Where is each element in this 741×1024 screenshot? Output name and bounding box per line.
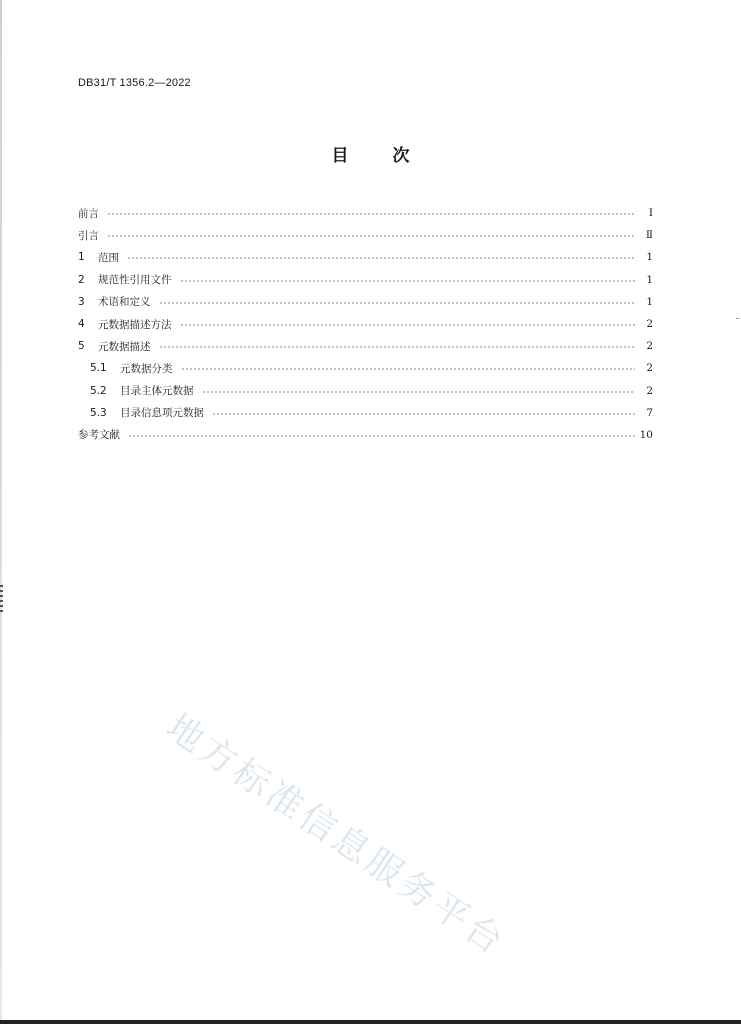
- toc-entry-page: 7: [646, 406, 653, 419]
- table-of-contents: [78, 202, 653, 446]
- toc-entry-text: 引言: [78, 229, 99, 242]
- toc-leader-dots: [107, 213, 635, 215]
- toc-entry-catalog-subject-metadata[interactable]: [78, 380, 653, 402]
- toc-entry-number: 5.1: [90, 362, 107, 375]
- toc-leader-dots: [212, 413, 635, 415]
- toc-leader-dots: [180, 280, 636, 282]
- toc-entry-text: 元数据描述: [98, 340, 151, 353]
- toc-leader-dots: [180, 324, 636, 326]
- toc-entry-metadata-classification[interactable]: [78, 357, 653, 379]
- standard-code: DB31/T 1356.2—2022: [78, 77, 191, 89]
- toc-entry-terms[interactable]: [78, 291, 653, 313]
- toc-entry-number: 5: [78, 340, 85, 353]
- toc-leader-dots: [159, 346, 636, 348]
- toc-entry-page: Ⅱ: [645, 229, 653, 242]
- toc-entry-text: 术语和定义: [98, 296, 151, 309]
- toc-entry-text: 前言: [78, 207, 99, 220]
- toc-entry-page: 2: [646, 384, 653, 397]
- toc-title-part2: 次: [392, 146, 410, 166]
- toc-entry-page: 2: [646, 340, 653, 353]
- toc-entry-text: 目录信息项元数据: [120, 407, 204, 420]
- toc-leader-dots: [159, 302, 636, 304]
- toc-entry-text: 规范性引用文件: [98, 274, 172, 287]
- toc-entry-text: 元数据分类: [120, 362, 173, 375]
- toc-title-part1: 目: [331, 146, 349, 166]
- toc-entry-text: 目录主体元数据: [120, 385, 194, 398]
- toc-leader-dots: [202, 391, 636, 393]
- watermark: 地方标准信息服务平台: [158, 706, 514, 965]
- toc-entry-metadata-description[interactable]: [78, 335, 653, 357]
- toc-entry-page: 1: [646, 251, 653, 264]
- toc-title: [0, 141, 741, 166]
- toc-entry-page: 1: [646, 295, 653, 308]
- scan-edge-marks: [0, 585, 3, 615]
- toc-entry-normative-references[interactable]: [78, 269, 653, 291]
- toc-leader-dots: [181, 368, 636, 370]
- toc-entry-text: 范围: [98, 251, 119, 264]
- toc-entry-number: 4: [78, 318, 85, 331]
- toc-entry-scope[interactable]: [78, 246, 653, 268]
- toc-entry-description-method[interactable]: [78, 313, 653, 335]
- toc-entry-introduction[interactable]: [78, 224, 653, 246]
- toc-entry-page: 10: [639, 428, 653, 441]
- toc-entry-bibliography[interactable]: [78, 424, 653, 446]
- toc-entry-text: 参考文献: [78, 429, 120, 442]
- toc-entry-number: 5.3: [90, 406, 107, 419]
- toc-entry-number: 1: [78, 251, 85, 264]
- toc-entry-catalog-item-metadata[interactable]: [78, 402, 653, 424]
- toc-entry-number: 2: [78, 273, 85, 286]
- toc-entry-foreword[interactable]: [78, 202, 653, 224]
- toc-entry-number: 3: [78, 295, 85, 308]
- toc-leader-dots: [128, 435, 635, 437]
- scan-mark: [736, 318, 739, 319]
- toc-entry-page: 2: [646, 362, 653, 375]
- toc-entry-page: Ⅰ: [648, 207, 653, 220]
- page-bottom-border: [0, 1020, 741, 1024]
- toc-entry-page: 2: [646, 318, 653, 331]
- toc-entry-text: 元数据描述方法: [98, 318, 172, 331]
- toc-leader-dots: [127, 257, 635, 259]
- toc-entry-page: 1: [646, 273, 653, 286]
- toc-leader-dots: [107, 235, 635, 237]
- toc-entry-number: 5.2: [90, 384, 107, 397]
